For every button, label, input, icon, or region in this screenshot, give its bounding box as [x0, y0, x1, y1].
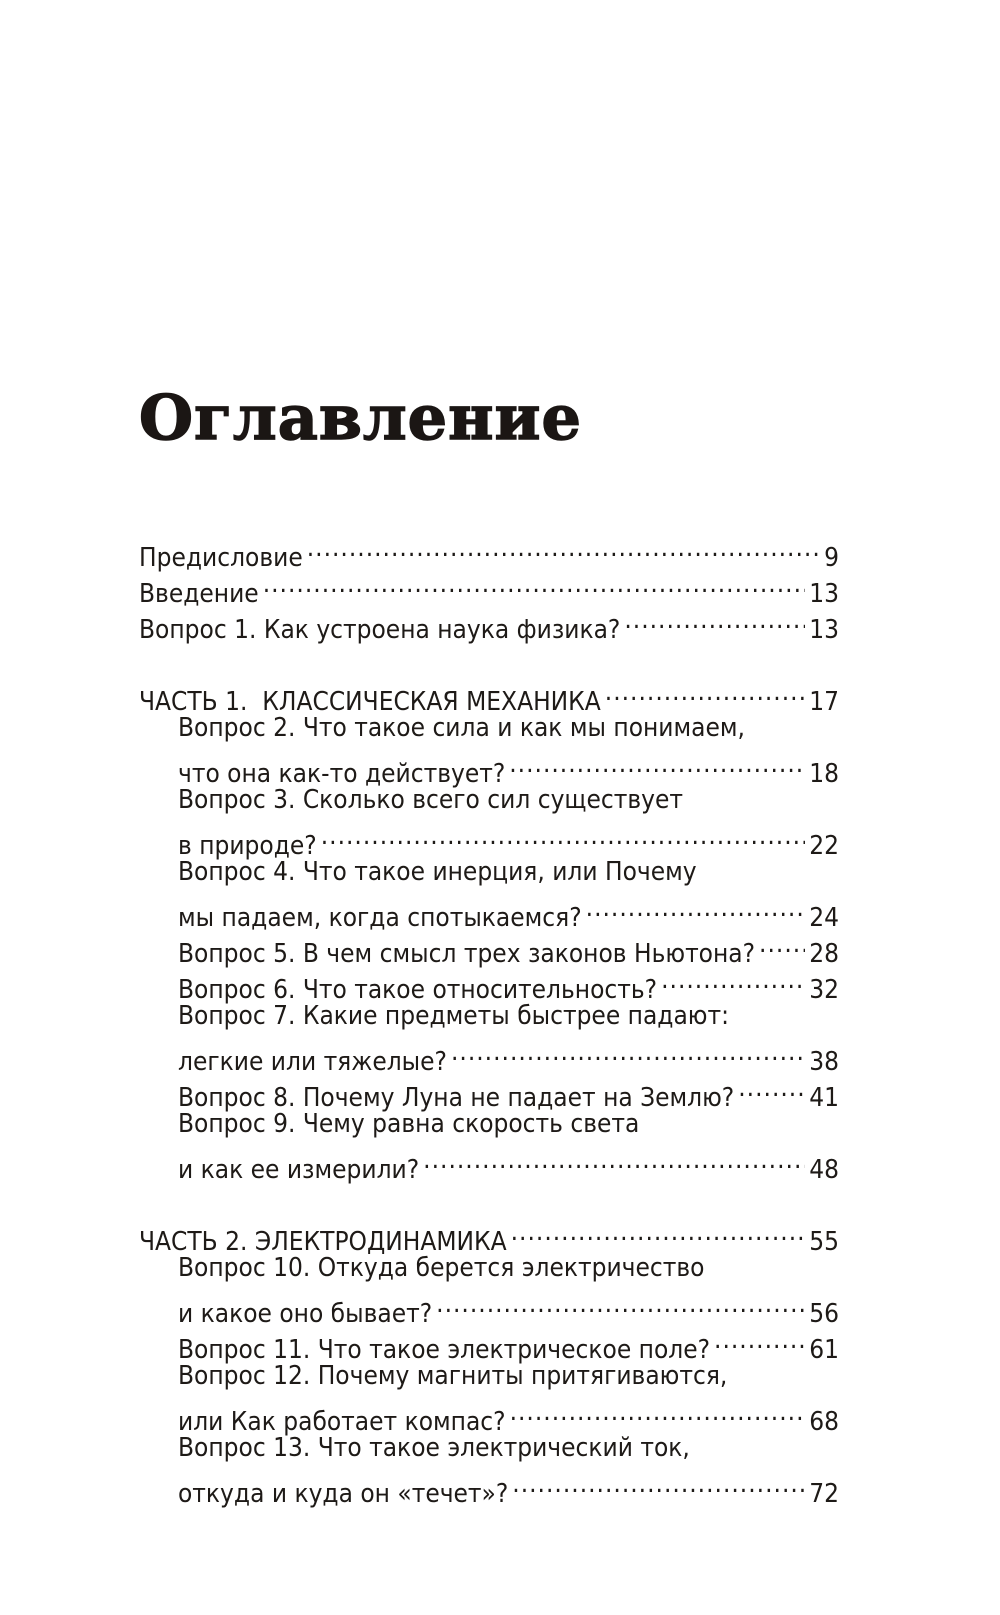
toc-entry-label: Вопрос 10. Откуда берется электричество — [178, 1253, 705, 1283]
page-title: Оглавление — [139, 381, 582, 454]
toc-page-number: 61 — [809, 1335, 839, 1365]
toc-entry-preface — [139, 530, 839, 573]
toc-entry-label: или Как работает компас? — [178, 1407, 506, 1437]
toc-entry-line — [139, 1142, 839, 1185]
toc-entry-label: Вопрос 3. Сколько всего сил существует — [178, 785, 683, 815]
toc-entry-line — [139, 890, 839, 933]
toc-page-number: 38 — [809, 1047, 839, 1077]
dot-leader — [451, 1034, 805, 1070]
table-of-contents — [139, 530, 839, 1509]
toc-entry-label: и как ее измерили? — [178, 1155, 420, 1185]
part-heading-label: ЧАСТЬ 2. ЭЛЕКТРОДИНАМИКА — [139, 1227, 507, 1257]
toc-entry-label: Вопрос 5. В чем смысл трех законов Ньютона? — [178, 939, 756, 969]
toc-page-number: 24 — [809, 903, 839, 933]
toc-entry-label: легкие или тяжелые? — [178, 1047, 447, 1077]
dot-leader — [510, 1394, 806, 1430]
dot-leader — [586, 890, 806, 926]
toc-entry-label: Вопрос 4. Что такое инерция, или Почему — [178, 857, 697, 887]
toc-entry-label: что она как-то действует? — [178, 759, 506, 789]
dot-leader — [423, 1142, 805, 1178]
dot-leader — [509, 746, 805, 782]
dot-leader — [512, 1466, 805, 1502]
toc-part-heading — [139, 1214, 839, 1257]
toc-page-number: 22 — [809, 831, 839, 861]
toc-page-number: 55 — [809, 1227, 839, 1257]
toc-page-number: 13 — [809, 579, 839, 609]
toc-entry-line — [139, 1430, 839, 1466]
toc-page-number: 17 — [809, 687, 839, 717]
dot-leader — [321, 818, 806, 854]
toc-entry-line — [139, 782, 839, 818]
toc-entry-label: Вопрос 7. Какие предметы быстрее падают: — [178, 1001, 729, 1031]
toc-entry-line — [139, 818, 839, 861]
toc-page-number: 56 — [809, 1299, 839, 1329]
toc-entry-label: Вопрос 6. Что такое относительность? — [178, 975, 658, 1005]
toc-page-number: 72 — [809, 1479, 839, 1509]
toc-page-number: 28 — [809, 939, 839, 969]
dot-leader — [624, 602, 805, 638]
toc-page-number: 9 — [824, 543, 839, 573]
toc-entry-line — [139, 854, 839, 890]
toc-entry-label: Введение — [139, 579, 259, 609]
toc-entry-label: Вопрос 9. Чему равна скорость света — [178, 1109, 640, 1139]
toc-entry-label: откуда и куда он «течет»? — [178, 1479, 509, 1509]
toc-entry-line — [139, 710, 839, 746]
dot-leader — [714, 1322, 805, 1358]
toc-entry-label: Вопрос 8. Почему Луна не падает на Землю? — [178, 1083, 735, 1113]
toc-entry-line — [139, 998, 839, 1034]
toc-entry-line — [139, 1286, 839, 1329]
toc-entry-label: Вопрос 1. Как устроена наука физика? — [139, 615, 621, 645]
dot-leader — [661, 962, 805, 998]
dot-leader — [436, 1286, 805, 1322]
toc-entry-label: Вопрос 2. Что такое сила и как мы понимаем, — [178, 713, 745, 743]
dot-leader — [511, 1214, 806, 1250]
dot-leader — [759, 926, 805, 962]
toc-entry-label: Вопрос 11. Что такое электрическое поле? — [178, 1335, 711, 1365]
toc-page-number: 13 — [809, 615, 839, 645]
toc-page-number: 41 — [809, 1083, 839, 1113]
toc-entry-line — [139, 1250, 839, 1286]
toc-entry-label: и какое оно бывает? — [178, 1299, 433, 1329]
toc-entry-label: Предисловие — [139, 543, 303, 573]
part-heading-label: ЧАСТЬ 1. КЛАССИЧЕСКАЯ МЕХАНИКА — [139, 687, 601, 717]
toc-entry-line — [139, 746, 839, 789]
toc-entry-line — [139, 1034, 839, 1077]
toc-entry-label: Вопрос 13. Что такое электрический ток, — [178, 1433, 690, 1463]
dot-leader — [605, 674, 805, 710]
toc-entry-label: в природе? — [178, 831, 317, 861]
dot-leader — [307, 530, 820, 566]
toc-entry-line — [139, 1466, 839, 1509]
toc-entry-label: Вопрос 12. Почему магниты притягиваются, — [178, 1361, 728, 1391]
toc-entry-label: мы падаем, когда спотыкаемся? — [178, 903, 582, 933]
toc-page-number: 18 — [809, 759, 839, 789]
dot-leader — [738, 1070, 805, 1106]
toc-part-heading — [139, 674, 839, 717]
toc-page-number: 68 — [809, 1407, 839, 1437]
toc-entry-line — [139, 1358, 839, 1394]
toc-page-number: 32 — [809, 975, 839, 1005]
toc-entry-line — [139, 1394, 839, 1437]
toc-page-number: 48 — [809, 1155, 839, 1185]
dot-leader — [263, 566, 806, 602]
